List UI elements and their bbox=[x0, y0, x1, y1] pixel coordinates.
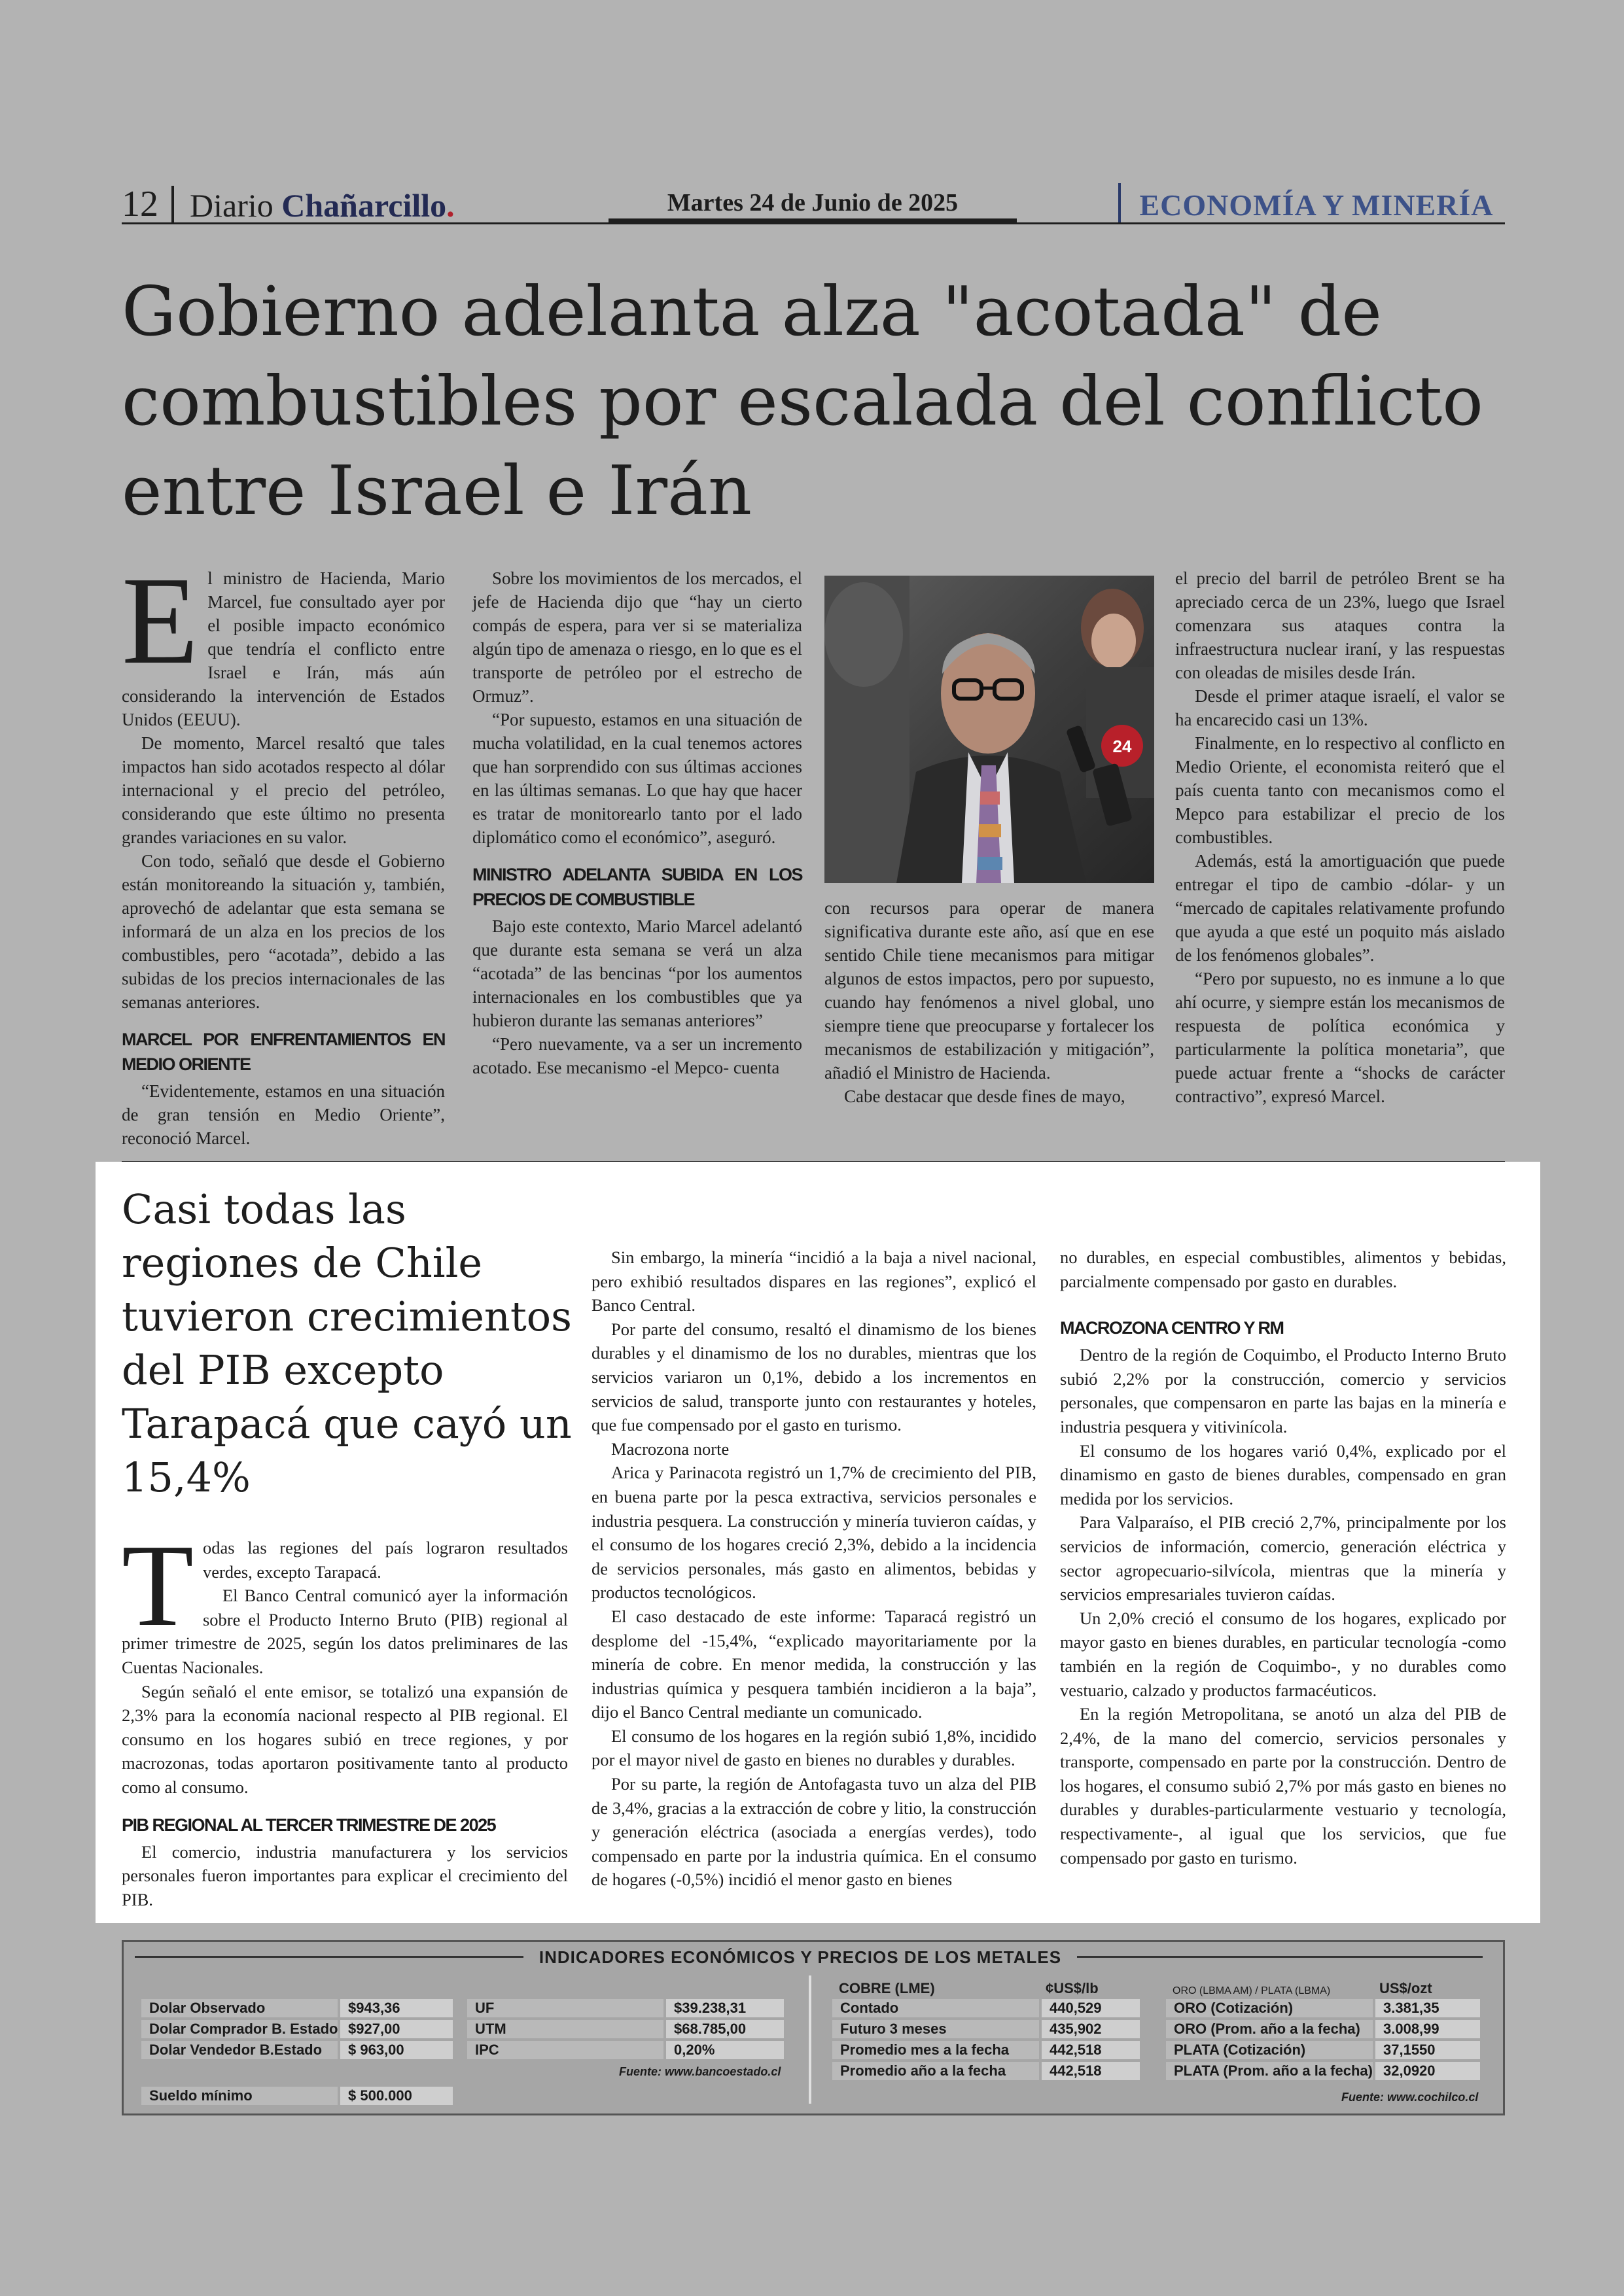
paper-brand: Chañarcillo bbox=[281, 187, 447, 224]
gold-header: ORO (LBMA AM) / PLATA (LBMA) bbox=[1173, 1985, 1331, 1996]
page-number: 12 bbox=[122, 184, 158, 224]
paragraph: Desde el primer ataque israelí, el valor se ha encarecido casi un 13%. bbox=[1175, 686, 1505, 729]
article2-headline: Casi todas las regiones de Chile tuvieron crecimientos del PIB excepto Tarapacá que cayó un 15,4% bbox=[122, 1185, 572, 1501]
paragraph: Cabe destacar que desde fines de mayo, bbox=[844, 1087, 1125, 1106]
indicators-column-separator bbox=[809, 1975, 811, 2104]
subheading: MINISTRO ADELANTA SUBIDA EN LOS PRECIOS DE COMBUSTIBLE bbox=[472, 865, 802, 909]
paragraph: “Pero nuevamente, va a ser un incremento acotado. Ese mecanismo -el Mepco- cuenta bbox=[472, 1034, 802, 1077]
paragraph: Sobre los movimientos de los mercados, el jefe de Hacienda dijo que “hay un cierto compás de espera, para ver si se materializa algún tipo de amenaza o riesgo, en lo que es el transporte de petróleo por el estrecho de Ormuz”. bbox=[472, 568, 802, 706]
article1-column-3 bbox=[824, 896, 1154, 1108]
paragraph: Para Valparaíso, el PIB creció 2,7%, principalmente por los servicios de información, comercio, generación eléctrica y sector agropecuario-silvícola, mientras que la minería y servicios empresariales tuvieron caídas. bbox=[1060, 1512, 1506, 1605]
paragraph: “Pero por supuesto, no es inmune a lo que ahí ocurre, y siempre están los mecanismos de respuesta de política económica y particularmente la política monetaria”, que puede actuar frente a “shocks de carácter contractivo”, expresó Marcel. bbox=[1175, 969, 1505, 1106]
paragraph: Además, está la amortiguación que puede entregar el tipo de cambio -dólar- y un “mercado de capitales relativamente profundo que ayuda a que esté un poquito más aislado de los fenómenos globales”. bbox=[1175, 851, 1505, 965]
article1-column-4 bbox=[1175, 566, 1505, 1108]
copper-unit: ¢US$/lb bbox=[1046, 1980, 1099, 1996]
copper-header: COBRE (LME) bbox=[839, 1980, 935, 1996]
paragraph: el precio del barril de petróleo Brent se ha apreciado cerca de un 23%, luego que Israel comenzara sus ataques contra la infraestructura nuclear iraní, y las respuestas con oleadas de misiles desde Irán. bbox=[1175, 568, 1505, 682]
paragraph: Finalmente, en lo respectivo al conflicto en Medio Oriente, el economista reiteró que el país cuenta tanto con mecanismos como el Mepco para estabilizar el precio de los combustibles. bbox=[1175, 733, 1505, 847]
subheading: MACROZONA CENTRO Y RM bbox=[1060, 1318, 1284, 1338]
paper-prefix: Diario bbox=[190, 187, 282, 224]
article2-column-3 bbox=[1060, 1245, 1506, 1870]
paragraph: Un 2,0% creció el consumo de los hogares, explicado por mayor gasto en bienes durables, en particular tecnología -como también en la región de Coquimbo-, y no durables como vestuario, calzado y productos farmacéuticos. bbox=[1060, 1608, 1506, 1700]
dropcap: E bbox=[122, 551, 199, 690]
paragraph: En la región Metropolitana, se anotó un alza del PIB de 2,4%, de la mano del comercio, servicios personales y transporte, compensado en parte por la construcción. Dentro de los hogares, el consumo subió 2,7% por más gasto en bienes no durables y durables-particularmente vestuario y tecnología, respectivamente-, al igual que los servicios, que fue compensado por gasto en turismo. bbox=[1060, 1704, 1506, 1868]
article1-column-2 bbox=[472, 566, 802, 1079]
paragraph: Con todo, señaló que desde el Gobierno están monitoreando la situación y, también, aprovechó de adelantar que esta semana se informará de un alza en los precios de los combustibles, pero “acotada”, debido a las subidas de los precios internacionales de las semanas anteriores. bbox=[122, 851, 445, 1012]
minister-photo bbox=[824, 576, 1154, 883]
indicators-title: INDICADORES ECONÓMICOS Y PRECIOS DE LOS METALES bbox=[523, 1944, 1077, 1970]
section-label: ECONOMÍA Y MINERÍA bbox=[1139, 188, 1494, 222]
paragraph: Macrozona norte bbox=[611, 1438, 730, 1459]
header-separator bbox=[171, 186, 174, 224]
dropcap: T bbox=[122, 1520, 194, 1650]
paragraph: De momento, Marcel resaltó que tales impactos han sido acotados respecto al dólar internacional y el precio del petróleo, considerando que este último no presenta grandes variaciones en su valor. bbox=[122, 733, 445, 847]
paragraph: El consumo de los hogares en la región subió 1,8%, incidido por el mayor nivel de gasto en bienes no durables y durables. bbox=[591, 1726, 1036, 1770]
paragraph: con recursos para operar de manera significativa durante este año, así que en ese sentido Chile tiene mecanismos para mitigar algunos de estos impactos, pero por supuesto, cuando hay fenómenos a nivel global, uno siempre tiene que preocuparse y fortalecer los mecanismos de estabilización y mitigación”, añadió el Ministro de Hacienda. bbox=[824, 898, 1154, 1083]
gold-unit: US$/ozt bbox=[1379, 1980, 1432, 1996]
article2-lead-paragraph: Todas las regiones del país lograron resultados verdes, excepto Tarapacá. bbox=[122, 1520, 568, 1650]
paragraph: Arica y Parinacota registró un 1,7% de crecimiento del PIB, en buena parte por la pesca extractiva, servicios personales e industria pesquera. La construcción y minería tuvieron caídas, y el consumo de los hogares creció 2,3%, debido a la incidencia de servicios personales, más gasto en alimentos, bebidas y productos tecnológicos. bbox=[591, 1463, 1036, 1603]
paragraph: Dentro de la región de Coquimbo, el Producto Interno Bruto subió 2,2% por la construcción, comercio y servicios personales, que compensaron en parte las bajas en la minería e industria pesquera y vitivinícola. bbox=[1060, 1345, 1506, 1436]
paragraph: El Banco Central comunicó ayer la información sobre el Producto Interno Bruto (PIB) regional al primer trimestre de 2025, según los datos preliminares de las Cuentas Nacionales. bbox=[122, 1586, 568, 1677]
newspaper-name bbox=[190, 186, 455, 225]
paragraph: El comercio, industria manufacturera y los servicios personales fueron importantes para explicar el crecimiento del PIB. bbox=[122, 1841, 568, 1909]
subheading: PIB REGIONAL AL TERCER TRIMESTRE DE 2025 bbox=[122, 1815, 496, 1835]
paragraph: “Evidentemente, estamos en una situación de gran tensión en Medio Oriente”, reconoció Marcel. bbox=[122, 1081, 445, 1148]
paragraph: El caso destacado de este informe: Taparacá registró un desplome del -15,4%, “explicado mayoritariamente por la minería de cobre. En menor medida, la construcción y las industrias química y pesquera también incidieron a la baja”, dijo el Banco Central mediante un comunicado. bbox=[591, 1606, 1036, 1722]
svg-text:24: 24 bbox=[1112, 737, 1132, 756]
article1-headline: Gobierno adelanta alza "acotada" de combustibles por escalada del conflicto entre Israel e Irán bbox=[122, 271, 1483, 531]
article1-lead-paragraph: El ministro de Hacienda, Mario Marcel, fue consultado ayer por el posible impacto económico que tendría el conflicto entre Israel e Irán, más aún considerando la intervención de Estados Unidos (EEUU). bbox=[122, 551, 445, 729]
paragraph: “Por supuesto, estamos en una situación de mucha volatilidad, en la cual tenemos actores que han sorprendido con sus últimas acciones en las últimas semanas. Lo que hay que hacer es tratar de monitorearlo tanto por el lado diplomático como el económico”, aseguró. bbox=[472, 710, 802, 847]
paragraph: Bajo este contexto, Mario Marcel adelantó que durante esta semana se verá un alza “acotada” de las bencinas “por los aumentos internacionales en los combustibles que ya hubieron durante las semanas anteriores” bbox=[472, 916, 802, 1030]
source-bancoestado: Fuente: www.bancoestado.cl bbox=[619, 2065, 781, 2078]
paragraph: El consumo de los hogares varió 0,4%, explicado por el dinamismo en gasto de bienes durables, compensado en gran medida por los servicios. bbox=[1060, 1440, 1506, 1508]
article2-column-1 bbox=[122, 1520, 568, 1911]
article1-column-1 bbox=[122, 551, 445, 1150]
publication-date: Martes 24 de Junio de 2025 bbox=[667, 189, 959, 217]
source-cochilco: Fuente: www.cochilco.cl bbox=[1341, 2091, 1479, 2104]
paragraph: no durables, en especial combustibles, alimentos y bebidas, parcialmente compensado por gasto en durables. bbox=[1060, 1247, 1506, 1291]
paragraph: Sin embargo, la minería “incidió a la baja a nivel nacional, pero exhibió resultados dispares en las regiones”, explicó el Banco Central. bbox=[591, 1247, 1036, 1315]
paragraph: Por parte del consumo, resaltó el dinamismo de los bienes durables y el dinamismo de los no durables, mientras que los servicios variaron un 0,1%, debido a los incrementos en servicios de salud, transporte junto con restaurantes y hoteles, que fue compensado por el gasto en turismo. bbox=[591, 1319, 1036, 1435]
section-separator bbox=[1118, 183, 1121, 222]
paper-dot: . bbox=[446, 187, 455, 224]
article2-column-2 bbox=[591, 1245, 1036, 1892]
paragraph: Por su parte, la región de Antofagasta tuvo un alza del PIB de 3,4%, gracias a la extracción de cobre y litio, la construcción y generación eléctrica (asociada a energías verdes), todo compensado en parte por la industria química. En el consumo de hogares (-0,5%) incidió el menor gasto en bienes bbox=[591, 1774, 1036, 1890]
paragraph: Según señaló el ente emisor, se totalizó una expansión de 2,3% para la economía nacional respecto al PIB regional. El consumo en los hogares subió en trece regiones, y por macrozonas, todas aportaron positivamente tanto al producto como al consumo. bbox=[122, 1681, 568, 1797]
subheading: MARCEL POR ENFRENTAMIENTOS EN MEDIO ORIENTE bbox=[122, 1030, 445, 1074]
